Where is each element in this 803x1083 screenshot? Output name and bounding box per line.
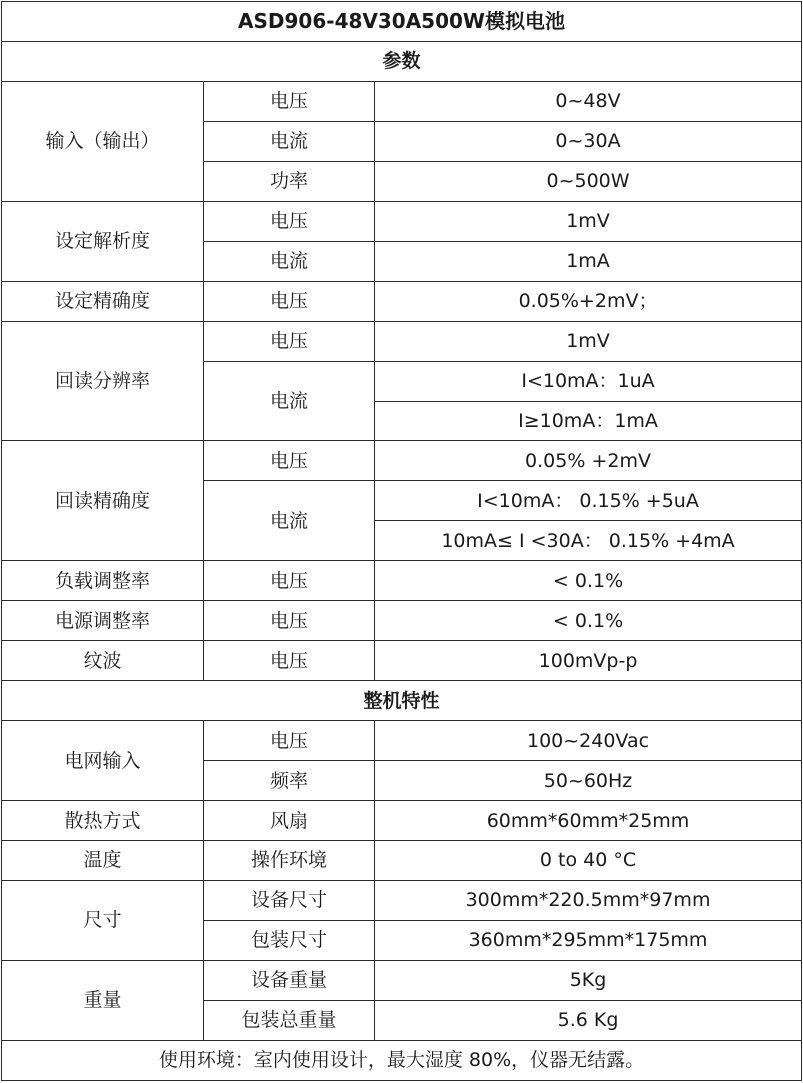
table-row <box>2 641 802 681</box>
table-row <box>2 960 802 1000</box>
param-value: 300mm*220.5mm*97mm <box>375 880 802 920</box>
title-row <box>2 2 802 42</box>
section-row-params <box>2 41 802 81</box>
row-label-set-accuracy: 设定精确度 <box>2 281 204 321</box>
param-name: 电压 <box>204 201 375 241</box>
row-label-set-resolution: 设定解析度 <box>2 201 204 281</box>
usage-note: 使用环境：室内使用设计，最大湿度 80%，仪器无结露。 <box>2 1040 802 1080</box>
row-label-cooling: 散热方式 <box>2 801 204 841</box>
row-label-weight: 重量 <box>2 960 204 1040</box>
row-label-ripple: 纹波 <box>2 641 204 681</box>
row-label-load-regulation: 负载调整率 <box>2 561 204 601</box>
table-row <box>2 81 802 121</box>
param-value: 50~60Hz <box>375 761 802 801</box>
table-row <box>2 880 802 920</box>
param-name: 电压 <box>204 641 375 681</box>
param-value: 60mm*60mm*25mm <box>375 801 802 841</box>
table-row <box>2 201 802 241</box>
param-name: 电压 <box>204 321 375 361</box>
note-row <box>2 1040 802 1080</box>
row-label-line-regulation: 电源调整率 <box>2 601 204 641</box>
param-value: 0.05%+2mV； <box>375 281 802 321</box>
param-value: 0~500W <box>375 161 802 201</box>
param-value: I≥10mA：1mA <box>375 401 802 441</box>
row-label-readback-accuracy: 回读精确度 <box>2 441 204 561</box>
param-value: 1mV <box>375 321 802 361</box>
param-value: I<10mA：1uA <box>375 361 802 401</box>
param-name: 电压 <box>204 561 375 601</box>
param-name: 电流 <box>204 361 375 441</box>
param-name: 电压 <box>204 81 375 121</box>
row-label-grid-input: 电网输入 <box>2 721 204 801</box>
table-row <box>2 561 802 601</box>
table-title: ASD906-48V30A500W模拟电池 <box>2 2 802 42</box>
param-value: 10mA≤ I <30A： 0.15% +4mA <box>375 521 802 561</box>
row-label-temperature: 温度 <box>2 841 204 881</box>
param-name: 设备尺寸 <box>204 880 375 920</box>
section-header-machine: 整机特性 <box>2 681 802 721</box>
param-value: 100~240Vac <box>375 721 802 761</box>
table-row <box>2 721 802 761</box>
param-value: 1mA <box>375 241 802 281</box>
spec-table <box>1 1 802 1081</box>
param-name: 电压 <box>204 281 375 321</box>
table-row <box>2 801 802 841</box>
param-name: 电流 <box>204 481 375 561</box>
param-value: < 0.1% <box>375 601 802 641</box>
param-name: 设备重量 <box>204 960 375 1000</box>
param-value: 100mVp-p <box>375 641 802 681</box>
table-row <box>2 441 802 481</box>
param-name: 电压 <box>204 721 375 761</box>
param-value: I<10mA： 0.15% +5uA <box>375 481 802 521</box>
param-name: 电压 <box>204 601 375 641</box>
row-label-readback-resolution: 回读分辨率 <box>2 321 204 441</box>
param-name: 电流 <box>204 241 375 281</box>
section-header-params: 参数 <box>2 41 802 81</box>
param-name: 风扇 <box>204 801 375 841</box>
param-value: < 0.1% <box>375 561 802 601</box>
table-row <box>2 321 802 361</box>
param-name: 功率 <box>204 161 375 201</box>
param-value: 0~48V <box>375 81 802 121</box>
table-row <box>2 841 802 881</box>
param-name: 操作环境 <box>204 841 375 881</box>
param-name: 包装尺寸 <box>204 920 375 960</box>
param-name: 频率 <box>204 761 375 801</box>
param-value: 360mm*295mm*175mm <box>375 920 802 960</box>
param-value: 1mV <box>375 201 802 241</box>
table-row <box>2 281 802 321</box>
param-value: 5Kg <box>375 960 802 1000</box>
param-value: 5.6 Kg <box>375 1000 802 1040</box>
param-name: 包装总重量 <box>204 1000 375 1040</box>
param-value: 0.05% +2mV <box>375 441 802 481</box>
row-label-input: 输入（输出） <box>2 81 204 201</box>
row-label-size: 尺寸 <box>2 880 204 960</box>
param-value: 0 to 40 °C <box>375 841 802 881</box>
section-row-machine <box>2 681 802 721</box>
param-name: 电压 <box>204 441 375 481</box>
param-name: 电流 <box>204 121 375 161</box>
param-value: 0~30A <box>375 121 802 161</box>
table-row <box>2 601 802 641</box>
